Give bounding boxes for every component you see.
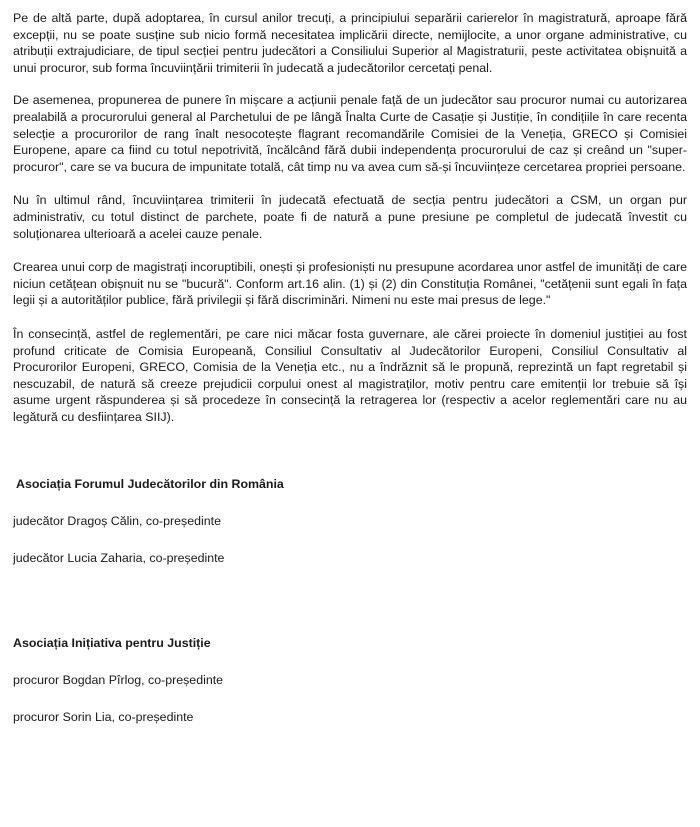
org-name-forum-judecatorilor: Asociația Forumul Judecătorilor din România [16,477,284,492]
signature-block-initiativa-justitie [13,635,687,725]
signatory-lucia-zaharia: judecător Lucia Zaharia, co-președinte [13,551,225,566]
signatory-sorin-lia: procuror Sorin Lia, co-președinte [13,710,194,725]
paragraph-csm-approval: Nu în ultimul rând, încuviințarea trimiterii în judecată efectuată de secția pentru judecători a CSM, un organ pur administrativ, cu totul distinct de parchete, poate fi de natură a pune presiune pe completul de judecată învestit cu soluționarea ulterioară a acelei cauze penale. [13,193,687,241]
signatory-bogdan-pirlog: procuror Bogdan Pîrlog, co-președinte [13,673,224,688]
org-name-initiativa-justitie: Asociația Inițiativa pentru Justiție [13,636,211,651]
signature-block-forum-judecatorilor [13,476,687,566]
paragraph-conclusion: În consecință, astfel de reglementări, pe care nici măcar fosta guvernare, ale cărei proiecte în domeniul justiției au fost profund criticate de Comisia Europeană, Consiliul Consultativ al Judecătorilor Europeni, Consiliul Consultativ al Procurorilor Europeni, GRECO, Comisia de la Veneția etc., nu a îndrăznit să le propună, reprezintă un fapt regretabil și nescuzabil, de natură să creeze prejudicii corpului onest al magistraților, motiv pentru care emitenții lor trebuie să își asume urgent răspunderea și să procedeze în consecință la retragerea lor (respectiv a acelor reglementări care nu au legătură cu desființarea SIIJ). [13,326,687,424]
paragraph-prior-authorization: De asemenea, propunerea de punere în mișcare a acțiunii penale față de un judecător sau procuror numai cu autorizarea prealabilă a procurorului general al Parchetului de pe lângă Înalta Curte de Casație și Justiție, în condițiile în care recenta selecție a procurorilor de rang înalt nesocotește flagrant recomandările Comisiei de la Veneția, GRECO și Comisiei Europene, apare ca fiind cu totul nepotrivită, încălcând fără dubii independența procurorului de caz și creând un "super-procuror", care se va bucura de impunitate totală, cât timp nu va avea cum să-și încuviințeze cercetarea propriei persoane. [13,93,687,174]
signatory-dragos-calin: judecător Dragoș Călin, co-președinte [13,514,221,529]
paragraph-separation-of-careers: Pe de altă parte, după adoptarea, în cursul anilor trecuți, a principiului separării carierelor în magistratură, aproape fără excepții, nu se poate susține sub nicio formă necesitatea implicării directe, nemijlocite, a unor organe administrative, cu atribuții extrajudiciare, de tipul secției pentru judecători a Consiliului Superior al Magistraturii, peste activitatea obișnuită a unui procuror, sub forma încuviințării trimiterii în judecată a judecătorilor cercetați penal. [13,11,687,75]
document-body [13,10,687,725]
paragraph-immunities: Crearea unui corp de magistrați incoruptibili, onești și profesioniști nu presupune acordarea unor astfel de imunități de care niciun cetățean obișnuit nu se "bucură". Conform art.16 alin. (1) și (2) din Constituția Românei, "cetățenii sunt egali în fața legii și a autorităților publice, fără privilegii și fără discriminări. Nimeni nu este mai presus de lege." [13,260,687,308]
